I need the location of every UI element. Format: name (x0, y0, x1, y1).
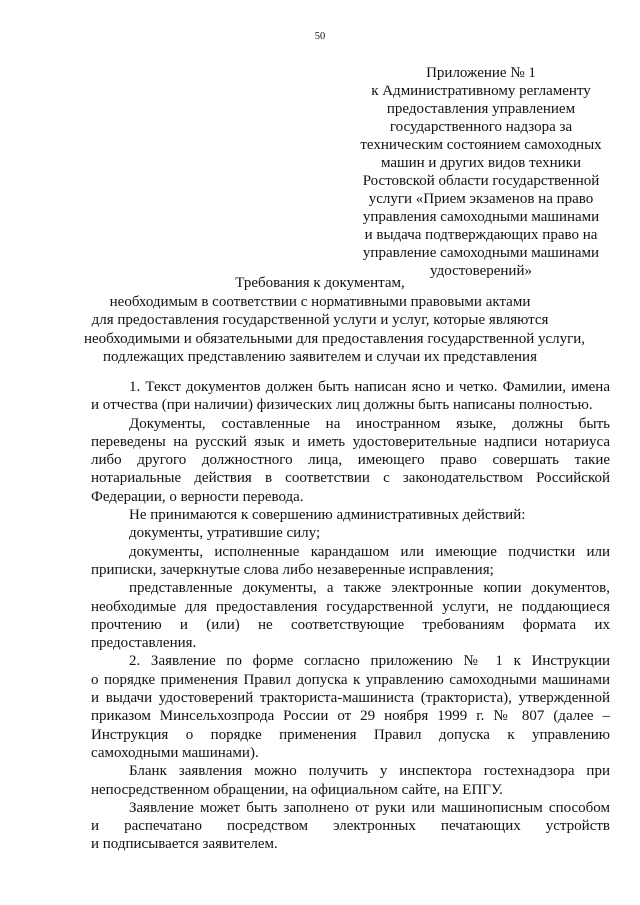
body-line: документы, исполненные карандашом или имеющие подчистки или (129, 543, 610, 560)
title-line: необходимыми и обязательными для предоставления государственной услуги, (84, 330, 586, 347)
appendix-line: техническим состоянием самоходных (360, 137, 602, 153)
body-line: Не принимаются к совершению административных действий: (129, 507, 526, 524)
appendix-line: Ростовской области государственной (362, 173, 600, 189)
appendix-line: Приложение № 1 (426, 65, 536, 81)
appendix-line: к Административному регламенту (371, 83, 591, 99)
body-line: переведены на русский язык и иметь удостоверительные надписи нотариуса (91, 433, 610, 450)
document-title (84, 274, 586, 367)
body-line: и подписывается заявителем. (91, 836, 278, 853)
appendix-line: удостоверений» (430, 263, 532, 279)
body-line: самоходными машинами). (91, 744, 259, 761)
body-line: 1. Текст документов должен быть написан ясно и четко. Фамилии, имена (129, 379, 610, 395)
body-line: документы, утратившие силу; (129, 525, 321, 542)
body-line: либо другого должностного лица, имеющего право совершать такие (91, 452, 610, 469)
body-line: Заявление может быть заполнено от руки или машинописным способом (129, 799, 610, 816)
body-line: и отчества (при наличии) физических лиц должны быть написаны полностью. (91, 397, 593, 414)
appendix-line: государственного надзора за (389, 119, 573, 135)
body-line: приписки, зачеркнутые слова либо незаверенные исправления; (91, 561, 494, 578)
appendix-line: и выдача подтверждающих право на (364, 227, 598, 243)
body-line: нотариальные действия в соответствии с законодательством Российской (91, 470, 610, 487)
title-line: Требования к документам, (235, 275, 405, 291)
body-line: приказом Минсельхозпрода России от 29 ноября 1999 г. № 807 (далее – (91, 708, 610, 725)
page-number: 50 (314, 31, 326, 42)
body-line: Бланк заявления можно получить у инспектора гостехнадзора при (129, 763, 610, 780)
document-body (91, 378, 610, 854)
appendix-line: машин и других видов техники (380, 155, 581, 171)
body-line: о порядке применения Правил допуска к управлению самоходными машинами (91, 671, 610, 688)
body-line: прочтению и (или) не соответствующие требованиям формата их (91, 616, 610, 633)
body-line: необходимые для предоставления государственной услуги, не поддающиеся (91, 598, 610, 615)
appendix-line: предоставления управлением (386, 101, 576, 117)
title-line: подлежащих представлению заявителем и случаи их представления (103, 349, 537, 366)
body-line: и распечатано посредством электронных печатающих устройств (91, 818, 610, 835)
body-line: представленные документы, а также электронные копии документов, (129, 580, 610, 597)
body-line: Федерации, о верности перевода. (91, 488, 304, 505)
appendix-line: услуги «Прием экзаменов на право (368, 191, 594, 207)
body-line: предоставления. (91, 635, 197, 652)
body-line: 2. Заявление по форме согласно приложению № 1 к Инструкции (129, 653, 610, 670)
body-line: Документы, составленные на иностранном языке, должны быть (129, 415, 610, 432)
body-line: непосредственном обращении, на официальном сайте, на ЕПГУ. (91, 781, 503, 798)
body-line: и выдачи удостоверений тракториста-машиниста (тракториста), утвержденной (91, 690, 610, 707)
title-line: необходимым в соответствии с нормативными правовыми актами (109, 293, 531, 310)
appendix-header (348, 64, 614, 280)
appendix-line: управления самоходными машинами (362, 209, 600, 225)
body-line: Инструкция о порядке применения Правил допуска к управлению (91, 726, 610, 743)
appendix-line: управление самоходными машинами (362, 245, 600, 261)
title-line: для предоставления государственной услуги и услуг, которые являются (91, 312, 549, 329)
